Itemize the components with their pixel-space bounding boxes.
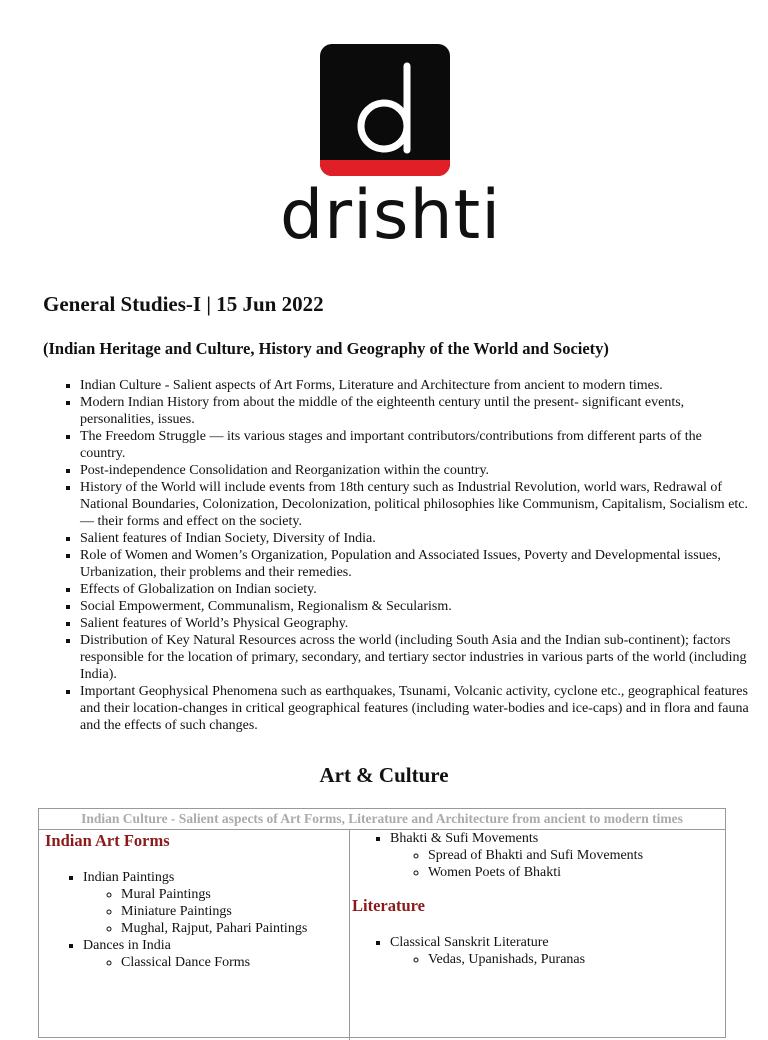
table-column-right <box>352 830 722 968</box>
list-item <box>83 869 345 937</box>
sub-list-item: ◦ Mural Paintings <box>121 886 345 903</box>
list-item-label: Bhakti & Sufi Movements <box>390 831 539 846</box>
topic-item: ▪ Post-independence Consolidation and Reorganization within the country. <box>80 462 750 479</box>
drishti-d-logo-icon <box>320 44 450 176</box>
sub-list-item: ◦ Miniature Paintings <box>121 903 345 920</box>
sub-list <box>83 954 345 971</box>
topic-item: ▪ Social Empowerment, Communalism, Regionalism & Secularism. <box>80 598 750 615</box>
syllabus-topic-list <box>62 377 750 734</box>
sub-list <box>83 886 345 937</box>
list-item-label: Classical Sanskrit Literature <box>390 935 549 950</box>
table-column-left <box>45 830 345 971</box>
topic-item: ▪ Important Geophysical Phenomena such as earthquakes, Tsunami, Volcanic activity, cyclone etc., geographical features and their location-changes in critical geographical features (including water-bodies and ice-caps) and in flora and fauna and the effects of such changes. <box>80 683 750 734</box>
topic-item: ▪ Distribution of Key Natural Resources across the world (including South Asia and the Indian sub-continent); factors responsible for the location of primary, secondary, and tertiary sector industries in various parts of the world (including India). <box>80 632 750 683</box>
column-divider <box>349 830 350 1040</box>
sub-list-item: ◦ Women Poets of Bhakti <box>428 864 722 881</box>
column-heading: Indian Art Forms <box>45 831 170 850</box>
list-item-label: Dances in India <box>83 938 171 953</box>
literature-list <box>352 934 722 968</box>
topic-item: ▪ Effects of Globalization on Indian society. <box>80 581 750 598</box>
art-culture-table <box>38 808 726 1038</box>
topic-item: ▪ Salient features of World’s Physical Geography. <box>80 615 750 632</box>
page-subtitle: (Indian Heritage and Culture, History and Geography of the World and Society) <box>43 339 609 358</box>
list-item <box>390 830 722 881</box>
section-title: Art & Culture <box>319 763 449 787</box>
sub-list <box>390 951 722 968</box>
brand-logo <box>280 44 502 259</box>
topic-item: ▪ Modern Indian History from about the middle of the eighteenth century until the present- significant events, personalities, issues. <box>80 394 750 428</box>
art-forms-list <box>45 869 345 971</box>
list-item-label: Indian Paintings <box>83 870 175 885</box>
list-item <box>83 937 345 971</box>
sub-list <box>390 847 722 881</box>
table-header: Indian Culture - Salient aspects of Art Forms, Literature and Architecture from ancient to modern times <box>39 809 725 830</box>
column-heading: Literature <box>352 896 426 915</box>
sub-list-item: ◦ Mughal, Rajput, Pahari Paintings <box>121 920 345 937</box>
sub-list-item: ◦ Spread of Bhakti and Sufi Movements <box>428 847 722 864</box>
topic-item: ▪ Role of Women and Women’s Organization, Population and Associated Issues, Poverty and Developmental issues, Urbanization, their problems and their remedies. <box>80 547 750 581</box>
topic-item: ▪ Indian Culture - Salient aspects of Art Forms, Literature and Architecture from ancient to modern times. <box>80 377 750 394</box>
topic-item: ▪ The Freedom Struggle — its various stages and important contributors/contributions from different parts of the country. <box>80 428 750 462</box>
list-item <box>390 934 722 968</box>
brand-wordmark: drishti <box>280 176 502 255</box>
movements-list <box>352 830 722 881</box>
page-title: General Studies-I | 15 Jun 2022 <box>43 292 324 316</box>
topic-item: ▪ History of the World will include events from 18th century such as Industrial Revolution, world wars, Redrawal of National Boundaries, Colonization, Decolonization, political philosophies like Communism, Capitalism, Socialism etc.— their forms and effect on the society. <box>80 479 750 530</box>
sub-list-item: ◦ Classical Dance Forms <box>121 954 345 971</box>
sub-list-item: ◦ Vedas, Upanishads, Puranas <box>428 951 722 968</box>
topic-item: ▪ Salient features of Indian Society, Diversity of India. <box>80 530 750 547</box>
